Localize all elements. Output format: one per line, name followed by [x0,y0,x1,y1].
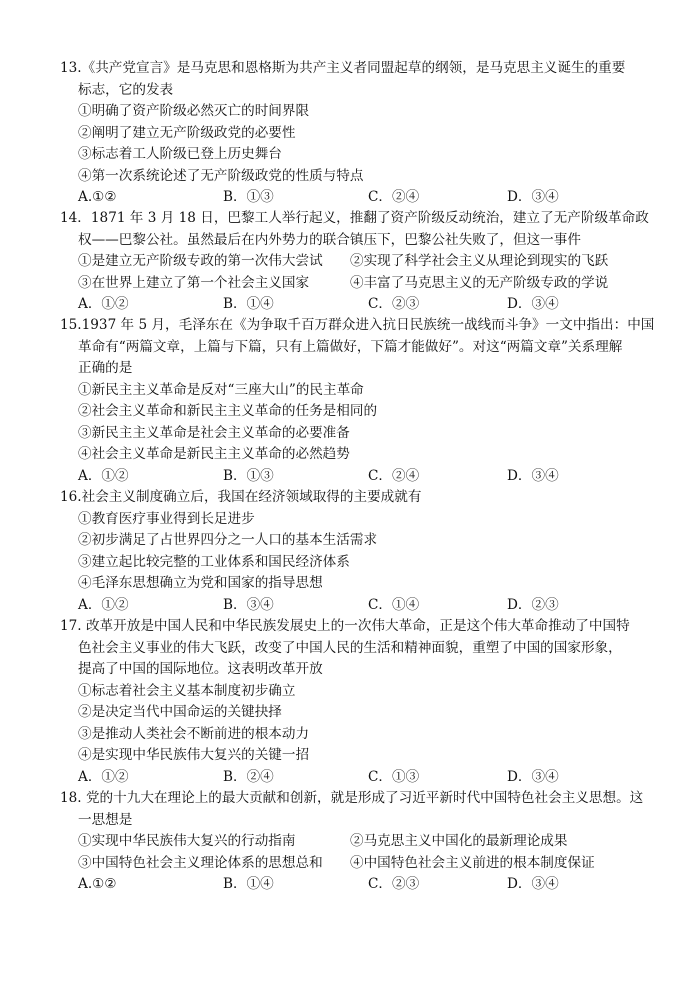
choice-d: D．③④ [507,768,559,785]
choice-b: B．①④ [223,296,274,312]
option-statement: ②初步满足了占世界四分之一人口的基本生活需求 [78,532,378,548]
option-statement: ①教育医疗事业得到长足进步 [78,510,255,527]
option-statement: ①明确了资产阶级必然灭亡的时间界限 [78,103,310,119]
option-statement: ④毛泽东思想确立为党和国家的指导思想 [78,575,323,591]
answer-choices [60,595,660,617]
question-stem-line: 14．1871 年 3 月 18 日，巴黎工人举行起义，推翻了资产阶级反动统治，建立了无产阶级革命政 [60,210,649,226]
choice-a: A．①② [78,296,129,312]
choice-c: C．①③ [368,768,420,785]
question-stem-line: 一思想是 [78,811,133,828]
option-statement: ②阐明了建立无产阶级政党的必要性 [78,124,296,141]
choice-a: A．①② [78,467,129,484]
question-18 [60,788,660,896]
option-statement: ④是实现中华民族伟大复兴的关键一招 [78,747,310,763]
choice-c: C．①④ [368,596,420,613]
question-stem-line: 色社会主义事业的伟大飞跃，改变了中国人民的生活和精神面貌，重塑了中国的国家形象， [78,639,622,656]
option-statement: ④社会主义革命是新民主主义革命的必然趋势 [78,446,350,462]
choice-b: B．②④ [223,768,274,785]
question-stem-line: 16.社会主义制度确立后，我国在经济领域取得的主要成就有 [60,489,422,505]
answer-choices [60,294,660,316]
question-stem-line: 提高了中国的国际地位。这表明改革开放 [78,661,323,677]
question-14 [60,208,660,316]
option-statement: ①是建立无产阶级专政的第一次伟大尝试 [78,253,323,269]
option-statement: ④丰富了马克思主义的无产阶级专政的学说 [350,274,609,291]
option-statement: ②是决定当代中国命运的关键抉择 [78,704,282,720]
option-pair-row [60,831,660,853]
option-statement: ①实现中华民族伟大复兴的行动指南 [78,833,296,849]
question-stem-line: 革命有“两篇文章，上篇与下篇，只有上篇做好，下篇才能做好”。对这“两篇文章”关系理解 [78,338,623,355]
question-stem-line: 15.1937 年 5 月，毛泽东在《为争取千百万群众进入抗日民族统一战线而斗争》一文中指出：中国 [60,317,655,333]
option-pair-row [60,251,660,273]
choice-a: A．①② [78,596,129,613]
choice-d: D．③④ [507,296,559,312]
answer-choices [60,874,660,896]
option-statement: ③新民主主义革命是社会主义革命的必要准备 [78,424,350,441]
option-statement: ④第一次系统论述了无产阶级政党的性质与特点 [78,167,364,184]
question-15 [60,315,660,487]
choice-d: D．③④ [507,189,559,205]
choice-d: D．③④ [507,876,559,892]
option-statement: ①标志着社会主义基本制度初步确立 [78,682,296,699]
option-statement: ③建立起比较完整的工业体系和国民经济体系 [78,553,350,570]
answer-choices [60,466,660,488]
choice-c: C．②④ [368,467,420,484]
choice-c: C．②④ [368,189,420,205]
answer-choices [60,767,660,789]
question-stem-line: 17. 改革开放是中国人民和中华民族发展史上的一次伟大革命，正是这个伟大革命推动了中国特 [60,618,630,634]
option-pair-row [60,273,660,295]
option-statement: ④中国特色社会主义前进的根本制度保证 [350,854,595,871]
question-13 [60,58,660,209]
choice-a: A.①② [78,189,117,205]
choice-b: B．①③ [223,467,274,484]
choice-c: C．②③ [368,876,420,892]
choice-b: B．③④ [223,596,274,613]
option-statement: ②社会主义革命和新民主主义革命的任务是相同的 [78,403,378,419]
option-statement: ③是推动人类社会不断前进的根本动力 [78,725,310,742]
option-pair-row [60,853,660,875]
question-stem-line: 正确的是 [78,360,133,376]
choice-d: D．③④ [507,467,559,484]
question-stem-line: 权——巴黎公社。虽然最后在内外势力的联合镇压下，巴黎公社失败了，但这一事件 [78,231,581,248]
option-statement: ③标志着工人阶级已登上历史舞台 [78,146,282,162]
choice-d: D．②③ [507,596,559,613]
option-statement: ③在世界上建立了第一个社会主义国家 [78,274,310,291]
choice-a: A．①② [78,768,129,785]
question-stem-line: 13.《共产党宣言》是马克思和恩格斯为共产主义者同盟起草的纲领，是马克思主义诞生的重要 [60,60,626,76]
question-17 [60,616,660,788]
option-statement: ②马克思主义中国化的最新理论成果 [350,833,568,849]
option-statement: ③中国特色社会主义理论体系的思想总和 [78,854,323,871]
question-16 [60,487,660,616]
choice-b: B．①③ [223,189,274,205]
choice-b: B．①④ [223,876,274,892]
choice-a: A.①② [78,876,117,892]
question-stem-line: 18. 党的十九大在理论上的最大贡献和创新，就是形成了习近平新时代中国特色社会主义思想。这 [60,790,644,806]
option-statement: ②实现了科学社会主义从理论到现实的飞跃 [350,253,609,269]
option-statement: ①新民主主义革命是反对“三座大山”的民主革命 [78,381,364,398]
answer-choices [60,187,660,209]
choice-c: C．②③ [368,296,420,312]
question-stem-line: 标志，它的发表 [78,81,174,98]
